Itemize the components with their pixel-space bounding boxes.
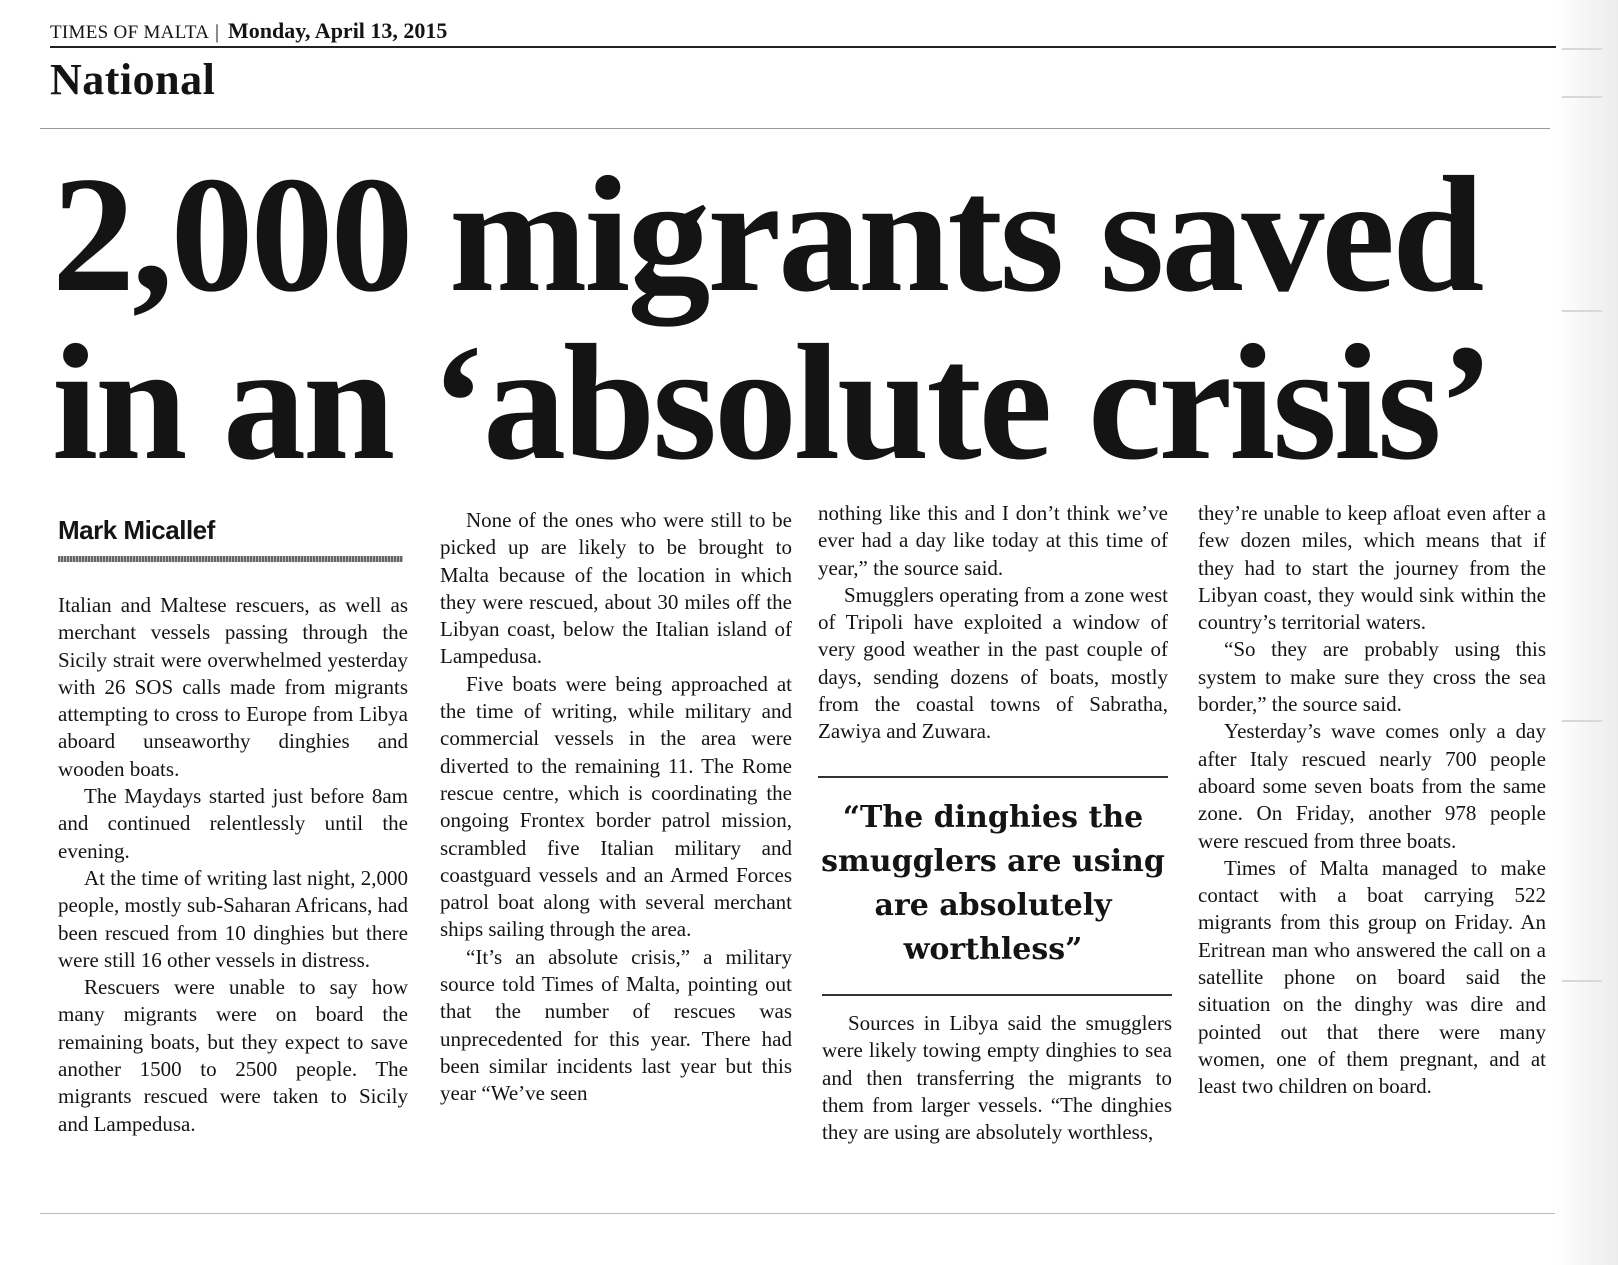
scan-mark bbox=[1562, 96, 1602, 98]
paragraph: “So they are probably using this system to make sure they cross the sea border,” the source said. bbox=[1198, 637, 1546, 717]
page-bottom-edge bbox=[40, 1213, 1555, 1214]
masthead-separator: | bbox=[215, 21, 220, 43]
scan-mark bbox=[1562, 48, 1602, 50]
article-column-4 bbox=[1198, 500, 1546, 1101]
paragraph: Sources in Libya said the smugglers were likely towing empty dinghies to sea and then transferring the migrants to them from larger vessels. “The dinghies they are using are absolutely worthless, bbox=[822, 1011, 1172, 1145]
masthead bbox=[50, 18, 1565, 48]
scan-mark bbox=[1562, 310, 1602, 312]
article-column-1 bbox=[58, 592, 408, 1138]
scan-mark bbox=[1562, 720, 1602, 722]
paragraph: Smugglers operating from a zone west of Tripoli have exploited a window of very good weather in the past couple of days, sending dozens of boats, mostly from the coastal towns of Sabratha, Zawiya and Zuwara. bbox=[818, 582, 1168, 744]
section-title: National bbox=[50, 55, 216, 104]
pull-quote: “The dinghies the smugglers are using are absolutely worthless” bbox=[821, 800, 1165, 967]
headline-line-1: 2,000 migrants saved bbox=[52, 142, 1482, 326]
paragraph: The Maydays started just before 8am and continued relentlessly until the evening. bbox=[58, 784, 408, 863]
article-column-3 bbox=[818, 500, 1168, 746]
pull-quote-top-rule bbox=[818, 776, 1168, 778]
paragraph: “It’s an absolute crisis,” a military source told Times of Malta, pointing out that the number of rescues was unprecedented for this year. There had been similar incidents last year but this year “We’ve seen bbox=[440, 944, 792, 1106]
headline bbox=[52, 142, 1552, 494]
paragraph: Italian and Maltese rescuers, as well as merchant vessels passing through the Sicily strait were overwhelmed yesterday with 26 SOS calls made from migrants attempting to cross to Europe from Libya aboard unseaworthy dinghies and wooden boats. bbox=[58, 593, 408, 781]
scan-mark bbox=[1562, 980, 1602, 982]
pull-quote-bottom-rule bbox=[822, 994, 1172, 996]
byline: Mark Micallef bbox=[58, 515, 215, 545]
article-column-3-continued bbox=[822, 1010, 1172, 1146]
paragraph: None of the ones who were still to be picked up are likely to be brought to Malta because of the location in which they were rescued, about 30 miles off the Libyan coast, below the Italian island of Lampedusa. bbox=[440, 508, 792, 669]
paragraph: Rescuers were unable to say how many migrants were on board the remaining boats, but they expect to save another 1500 to 2500 people. The migrants rescued were taken to Sicily and Lampedusa. bbox=[58, 975, 408, 1136]
scan-edge-shadow bbox=[1556, 0, 1618, 1265]
byline-divider bbox=[58, 556, 403, 562]
headline-line-2: in an ‘absolute crisis’ bbox=[52, 310, 1491, 494]
paragraph: they’re unable to keep afloat even after a few dozen miles, which means that if they had to start the journey from the Libyan coast, they would sink within the country’s territorial waters. bbox=[1198, 501, 1546, 635]
paragraph: nothing like this and I don’t think we’ve ever had a day like today at this time of year,” the source said. bbox=[818, 501, 1168, 580]
paper-name: TIMES OF MALTA bbox=[50, 22, 210, 43]
paragraph: Times of Malta managed to make contact with a boat carrying 522 migrants from this group on Friday. An Eritrean man who answered the call on a satellite phone on board said the situation on the dinghy was dire and pointed out that there were many women, one of them pregnant, and at least two children on board. bbox=[1198, 855, 1546, 1099]
paragraph: Five boats were being approached at the time of writing, while military and commercial vessels in the area were diverted to the remaining 11. The Rome rescue centre, which is coordinating the ongoing Frontex border patrol mission, scrambled five Italian military and coastguard vessels and an Armed Forces patrol boat along with several merchant ships sailing through the area. bbox=[440, 671, 792, 942]
publication-date: Monday, April 13, 2015 bbox=[228, 18, 448, 43]
paragraph: Yesterday’s wave comes only a day after Italy rescued nearly 700 people aboard some seven boats from the same zone. On Friday, another 978 people were rescued from three boats. bbox=[1198, 719, 1546, 853]
paragraph: At the time of writing last night, 2,000 people, mostly sub-Saharan Africans, had been rescued from 10 dinghies but there were still 16 other vessels in distress. bbox=[58, 865, 408, 972]
article-column-2 bbox=[440, 507, 792, 1108]
section-divider bbox=[40, 128, 1550, 129]
